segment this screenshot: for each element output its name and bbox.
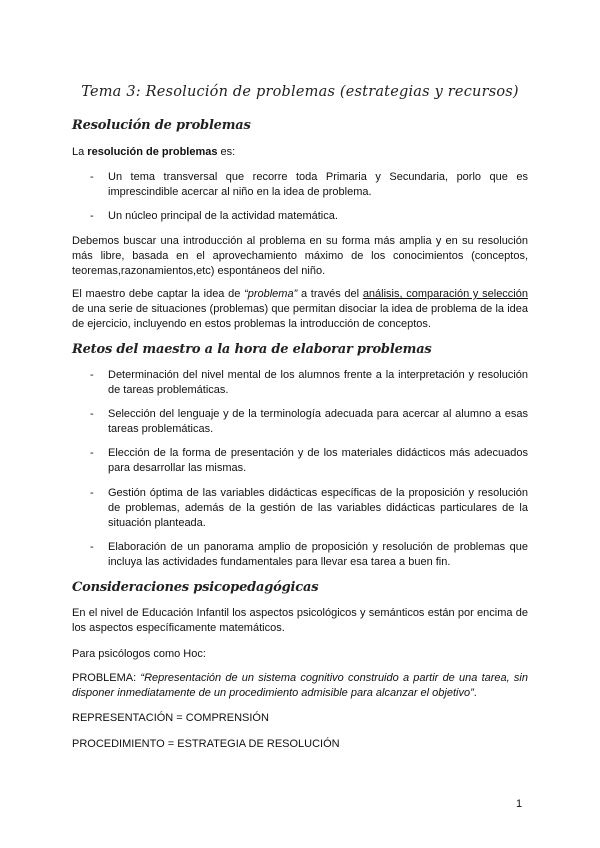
paragraph <box>72 287 528 332</box>
paragraph: Debemos buscar una introducción al problema en su forma más amplia y en su resolución más libre, basada en el aprovechamiento máximo de los conocimientos (conceptos, teoremas,razonamientos,etc) espontáneos del niño. <box>72 235 528 277</box>
list-item <box>90 209 528 224</box>
heading-consideraciones: Consideraciones psicopedagógicas <box>72 580 319 595</box>
paragraph: En el nivel de Educación Infantil los aspectos psicológicos y semánticos están por encima de los aspectos específicamente matemáticos. <box>72 607 528 634</box>
para-quote: “problema” <box>244 288 298 300</box>
list-item-text: Selección del lenguaje y de la terminología adecuada para acercar al alumno a esas tareas problemáticas. <box>108 408 528 435</box>
bullet-dash: - <box>90 408 94 420</box>
bullet-dash: - <box>90 447 94 459</box>
intro-bold: resolución de problemas <box>87 146 218 158</box>
list-item-text: Elección de la forma de presentación y de los materiales didácticos más adecuados para desarrollar las mismas. <box>108 447 528 474</box>
list-item <box>90 407 528 437</box>
bullet-dash: - <box>90 171 94 183</box>
list-item <box>90 368 528 398</box>
list-item <box>90 170 528 200</box>
list-item-text: Un núcleo principal de la actividad matemática. <box>108 210 338 222</box>
page-number: 1 <box>516 798 523 810</box>
problema-label: PROBLEMA: <box>72 672 141 684</box>
problema-definition <box>72 671 528 701</box>
problema-end: . <box>473 687 477 699</box>
list-item <box>90 540 528 570</box>
paragraph: Para psicólogos como Hoc: <box>72 648 206 660</box>
list-item-text: Determinación del nivel mental de los alumnos frente a la interpretación y resolución de tareas problemáticas. <box>108 369 528 396</box>
intro-paragraph <box>72 145 528 160</box>
para-text: de una serie de situaciones (problemas) que permitan disociar la idea de problema de la idea de ejercicio, incluyendo en estos problemas la introducción de conceptos. <box>72 303 528 330</box>
list-item-text: Gestión óptima de las variables didácticas específicas de la proposición y resolución de problemas, además de la gestión de las variables didácticas particulares de la situación planteada. <box>108 487 528 529</box>
bullet-dash: - <box>90 541 94 553</box>
bullet-dash: - <box>90 210 94 222</box>
equation-procedimiento: PROCEDIMIENTO = ESTRATEGIA DE RESOLUCIÓN <box>72 738 340 750</box>
intro-prefix: La <box>72 146 88 158</box>
equation-representacion: REPRESENTACIÓN = COMPRENSIÓN <box>72 712 269 724</box>
para-text: a través del <box>297 288 363 300</box>
problema-quote: “Representación de un sistema cognitivo construido a partir de una tarea, sin disponer inmediatamente de un procedimiento admisible para alcanzar el objetivo” <box>72 672 528 699</box>
list-item <box>90 486 528 531</box>
list-item-text: Un tema transversal que recorre toda Primaria y Secundaria, porlo que es imprescindible acercar al niño en la idea de problema. <box>108 171 528 198</box>
intro-suffix: es: <box>217 146 236 158</box>
bullet-dash: - <box>90 369 94 381</box>
bullet-dash: - <box>90 487 94 499</box>
list-item-text: Elaboración de un panorama amplio de proposición y resolución de problemas que incluya las actividades fundamentales para llevar esa tarea a buen fin. <box>108 541 528 568</box>
heading-retos: Retos del maestro a la hora de elaborar problemas <box>72 342 432 357</box>
heading-resolucion: Resolución de problemas <box>72 118 251 133</box>
para-text: El maestro debe captar la idea de <box>72 288 245 300</box>
page-title: Tema 3: Resolución de problemas (estrategias y recursos) <box>81 84 519 100</box>
underlined-text: análisis, comparación y selección <box>362 288 528 300</box>
list-item <box>90 446 528 476</box>
